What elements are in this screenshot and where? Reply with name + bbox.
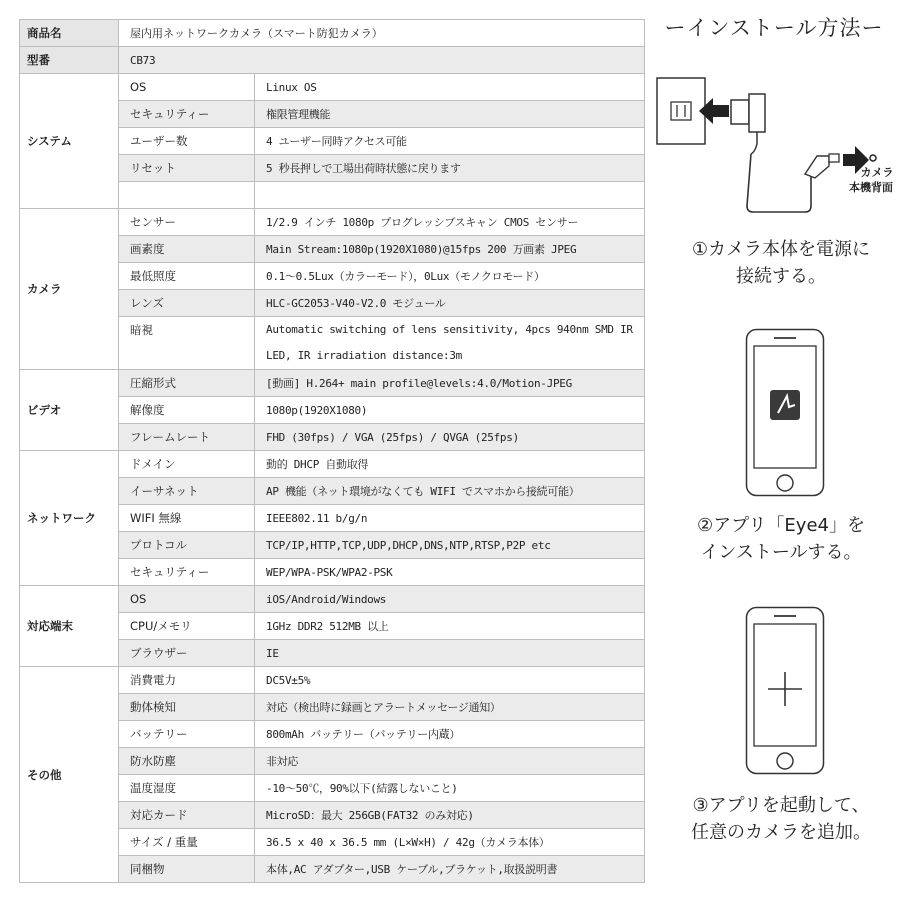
spec-value-model: CB73 <box>119 47 645 74</box>
spec-row <box>20 209 645 236</box>
spec-value: Automatic switching of lens sensitivity, 4pcs 940nm SMD IR LED, IR irradiation distance:3m <box>255 317 645 370</box>
install-title: ーインストール方法ー <box>664 16 884 40</box>
spec-key: ユーザー数 <box>119 128 255 155</box>
spec-value: 800mAh バッテリー（バッテリー内蔵） <box>255 721 645 748</box>
spec-key: センサー <box>119 209 255 236</box>
spec-key: 暗視 <box>119 317 255 370</box>
spec-value: 5 秒長押しで工場出荷時状態に戻ります <box>255 155 645 182</box>
install-step-2-line2: インストールする。 <box>700 542 862 563</box>
spec-value: 1GHz DDR2 512MB 以上 <box>255 613 645 640</box>
spec-category-video: ビデオ <box>20 370 119 451</box>
spec-key: OS <box>119 586 255 613</box>
spec-value-product-name: 屋内用ネットワークカメラ（スマート防犯カメラ） <box>119 20 645 47</box>
spec-value: 非対応 <box>255 748 645 775</box>
spec-value: DC5V±5% <box>255 667 645 694</box>
spec-value <box>255 182 645 209</box>
spec-category-system: システム <box>20 74 119 209</box>
spec-value: -10～50℃，90%以下(結露しないこと) <box>255 775 645 802</box>
spec-key: プロトコル <box>119 532 255 559</box>
install-step-1-line2: 接続する。 <box>736 266 826 287</box>
spec-key: セキュリティー <box>119 101 255 128</box>
spec-key: OS <box>119 74 255 101</box>
spec-label-product-name: 商品名 <box>20 20 119 47</box>
spec-key: 温度湿度 <box>119 775 255 802</box>
spec-value: 1080p(1920X1080) <box>255 397 645 424</box>
spec-row <box>20 370 645 397</box>
spec-key: 圧縮形式 <box>119 370 255 397</box>
spec-value: IEEE802.11 b/g/n <box>255 505 645 532</box>
install-step-2 <box>662 512 900 566</box>
spec-key: サイズ / 重量 <box>119 829 255 856</box>
spec-value: 動的 DHCP 自動取得 <box>255 451 645 478</box>
spec-key: セキュリティー <box>119 559 255 586</box>
spec-value: HLC-GC2053-V40-V2.0 モジュール <box>255 290 645 317</box>
plug-label-camera: カメラ <box>860 166 894 179</box>
install-step-2-line1: ②アプリ「Eye4」を <box>697 515 865 536</box>
spec-key: フレームレート <box>119 424 255 451</box>
spec-key: 動体検知 <box>119 694 255 721</box>
spec-value: Linux OS <box>255 74 645 101</box>
install-step-1 <box>662 236 900 290</box>
spec-value: [動画] H.264+ main profile@levels:4.0/Motion-JPEG <box>255 370 645 397</box>
spec-key: 消費電力 <box>119 667 255 694</box>
spec-key: WIFI 無線 <box>119 505 255 532</box>
spec-key: リセット <box>119 155 255 182</box>
install-step-3-line1: ③アプリを起動して、 <box>692 795 870 816</box>
spec-row <box>20 586 645 613</box>
spec-value: TCP/IP,HTTP,TCP,UDP,DHCP,DNS,NTP,RTSP,P2P etc <box>255 532 645 559</box>
spec-key: レンズ <box>119 290 255 317</box>
spec-row <box>20 451 645 478</box>
spec-category-other: その他 <box>20 667 119 883</box>
spec-key: 同梱物 <box>119 856 255 883</box>
spec-category-camera: カメラ <box>20 209 119 370</box>
spec-value: 4 ユーザー同時アクセス可能 <box>255 128 645 155</box>
spec-value: AP 機能（ネット環境がなくても WIFI でスマホから接続可能） <box>255 478 645 505</box>
app-logo-icon <box>770 390 800 420</box>
spec-value: 本体,AC アダプター,USB ケーブル,ブラケット,取扱説明書 <box>255 856 645 883</box>
spec-value: 権限管理機能 <box>255 101 645 128</box>
spec-value: WEP/WPA-PSK/WPA2-PSK <box>255 559 645 586</box>
spec-row-product-name <box>20 20 645 47</box>
phone-app-illustration <box>745 328 825 498</box>
spec-value: 1/2.9 インチ 1080p プログレッシブスキャン CMOS センサー <box>255 209 645 236</box>
camera-port-icon <box>870 155 876 161</box>
plug-label-back: 本機背面 <box>849 181 893 194</box>
spec-row <box>20 74 645 101</box>
spec-key: 対応カード <box>119 802 255 829</box>
install-step-3-line2: 任意のカメラを追加。 <box>691 822 871 843</box>
spec-table <box>19 19 645 883</box>
spec-key: 最低照度 <box>119 263 255 290</box>
power-connection-diagram <box>655 74 895 224</box>
spec-key: 防水防塵 <box>119 748 255 775</box>
install-step-3 <box>662 792 900 846</box>
spec-key: ブラウザー <box>119 640 255 667</box>
spec-value: 対応（検出時に録画とアラートメッセージ通知） <box>255 694 645 721</box>
spec-value: MicroSD：最大 256GB(FAT32 のみ対応) <box>255 802 645 829</box>
spec-key: ドメイン <box>119 451 255 478</box>
power-outlet-icon <box>657 78 705 144</box>
spec-key: バッテリー <box>119 721 255 748</box>
spec-value: FHD (30fps) / VGA (25fps) / QVGA (25fps) <box>255 424 645 451</box>
spec-category-devices: 対応端末 <box>20 586 119 667</box>
spec-value: IE <box>255 640 645 667</box>
spec-value: iOS/Android/Windows <box>255 586 645 613</box>
spec-row <box>20 667 645 694</box>
install-step-1-line1: ①カメラ本体を電源に <box>691 239 871 260</box>
spec-key: 解像度 <box>119 397 255 424</box>
phone-add-camera-illustration <box>745 606 825 776</box>
spec-label-model: 型番 <box>20 47 119 74</box>
spec-value: 36.5 x 40 x 36.5 mm (L×W×H) / 42g（カメラ本体） <box>255 829 645 856</box>
spec-key: イーサネット <box>119 478 255 505</box>
spec-key: CPU/メモリ <box>119 613 255 640</box>
spec-value: Main Stream:1080p(1920X1080)@15fps 200 万画素 JPEG <box>255 236 645 263</box>
ac-adapter-icon <box>731 94 839 212</box>
spec-row-model <box>20 47 645 74</box>
spec-value: 0.1～0.5Lux（カラーモード），0Lux（モノクロモード） <box>255 263 645 290</box>
spec-category-network: ネットワーク <box>20 451 119 586</box>
spec-key <box>119 182 255 209</box>
spec-key: 画素度 <box>119 236 255 263</box>
